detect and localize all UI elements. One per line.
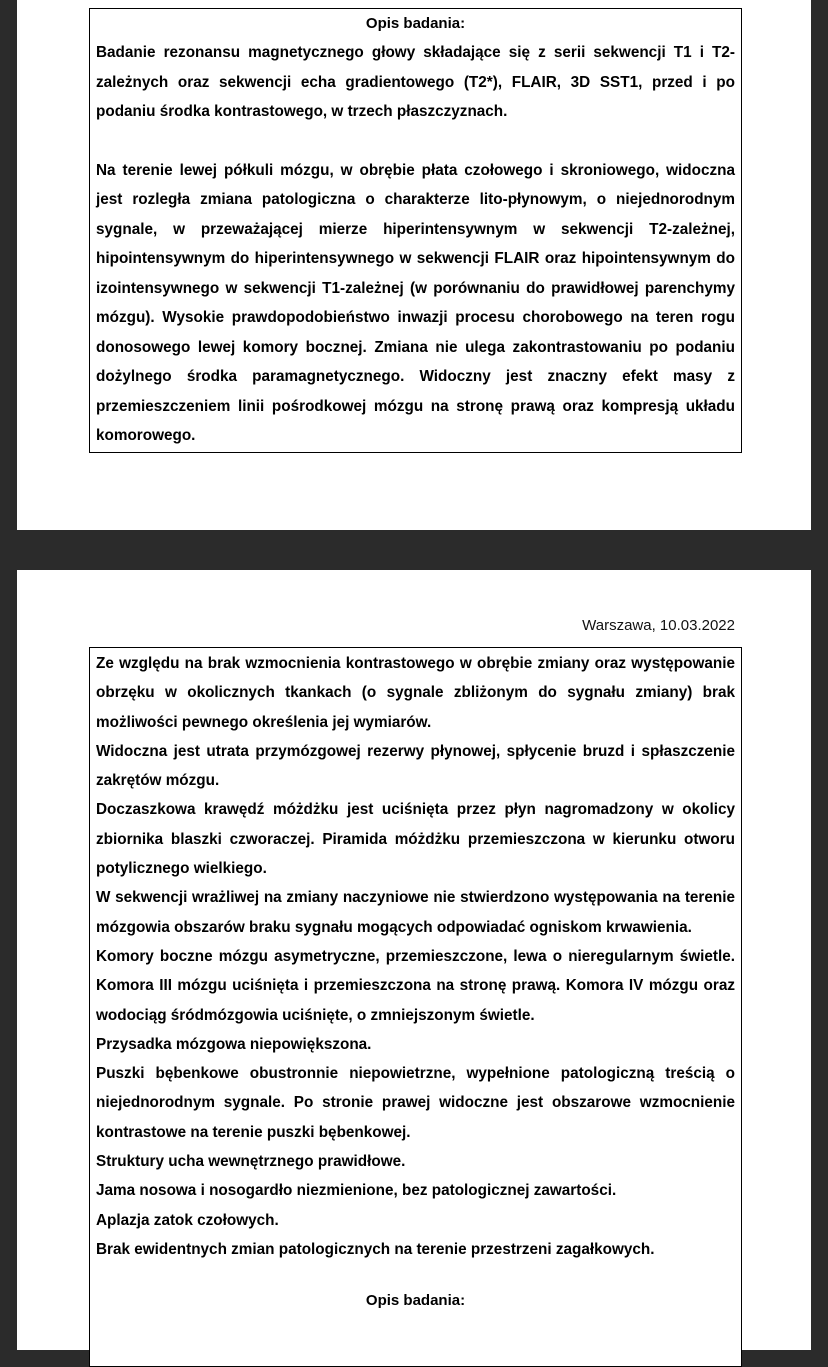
place-date: Warszawa, 10.03.2022 — [582, 617, 735, 634]
next-exam-description-title: Opis badania: — [365, 1292, 466, 1310]
finding-paragraph: Aplazja zatok czołowych. — [96, 1211, 279, 1229]
document-page-1 — [17, 0, 811, 530]
exam-findings-paragraph: Na terenie lewej półkuli mózgu, w obrębie płata czołowego i skroniowego, widoczna jest rozległa zmiana patologiczna o charakterze lito-płynowym, o niejednorodnym sygnale, w przeważającej mierze hiperintensywnym w sekwencji T2-zależnej, hipointensywnym do hiperintensywnego w sekwencji FLAIR oraz hipointensywnym do izointensywnego w sekwencji T1-zależnej (w porównaniu do prawidłowej parenchymy mózgu). Wysokie prawdopodobieństwo inwazji procesu chorobowego na teren rogu donosowego lewej komory bocznej. Zmiana nie ulega zakontrastowaniu po podaniu dożylnego środka paramagnetycznego. Widoczny jest znaczny efekt masy z przemieszczeniem linii pośrodkowej mózgu na stronę prawą oraz kompresją układu komorowego. — [96, 161, 735, 444]
finding-paragraph: Puszki bębenkowe obustronnie niepowietrzne, wypełnione patologiczną treścią o niejednorodnym sygnale. Po stronie prawej widoczne jest obszarowe wzmocnienie kontrastowe na terenie puszki bębenkowej. — [96, 1065, 735, 1141]
finding-paragraph: W sekwencji wrażliwej na zmiany naczyniowe nie stwierdzono występowania na terenie mózgowia obszarów braku sygnału mogących odpowiadać ogniskom krwawienia. — [96, 889, 735, 936]
document-page-2 — [17, 570, 811, 1350]
finding-paragraph: Ze względu na brak wzmocnienia kontrastowego w obrębie zmiany oraz występowanie obrzęku w okolicznych tkankach (o sygnale zbliżonym do sygnału zmiany) brak możliwości pewnego określenia jej wymiarów. — [96, 655, 735, 731]
finding-paragraph: Przysadka mózgowa niepowiększona. — [96, 1035, 372, 1053]
finding-paragraph: Widoczna jest utrata przymózgowej rezerwy płynowej, spłycenie bruzd i spłaszczenie zakrętów mózgu. — [96, 742, 735, 790]
finding-paragraph: Struktury ucha wewnętrznego prawidłowe. — [96, 1153, 406, 1171]
findings-continuation-box — [89, 647, 742, 1367]
finding-paragraph: Komory boczne mózgu asymetryczne, przemieszczone, lewa o nieregularnym świetle. Komora III mózgu uciśnięta i przemieszczona na stronę prawą. Komora IV mózgu oraz wodociąg śródmózgowia uciśnięte, o zmniejszonym świetle. — [96, 947, 735, 1024]
exam-description-title: Opis badania: — [365, 15, 466, 32]
finding-paragraph: Doczaszkowa krawędź móżdżku jest uciśnięta przez płyn nagromadzony w okolicy zbiornika blaszki czworaczej. Piramida móżdżku przemieszczona w kierunku otworu potylicznego wielkiego. — [96, 801, 735, 878]
finding-paragraph: Jama nosowa i nosogardło niezmienione, bez patologicznej zawartości. — [96, 1182, 617, 1200]
finding-paragraph: Brak ewidentnych zmian patologicznych na terenie przestrzeni zagałkowych. — [96, 1240, 655, 1258]
exam-method-paragraph: Badanie rezonansu magnetycznego głowy składające się z serii sekwencji T1 i T2-zależnych oraz sekwencji echa gradientowego (T2*), FLAIR, 3D SST1, przed i po podaniu środka kontrastowego, w trzech płaszczyznach. — [96, 44, 735, 120]
exam-description-box — [89, 8, 742, 453]
